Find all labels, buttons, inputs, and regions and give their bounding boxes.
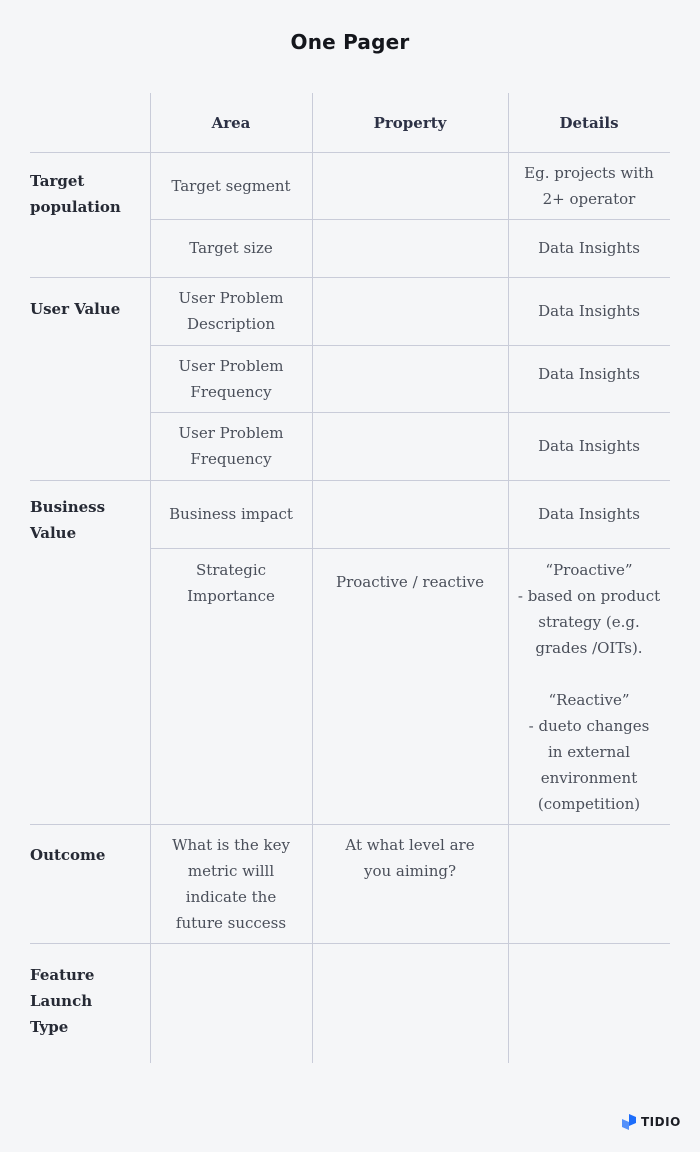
column-header-property: Property: [373, 113, 447, 132]
details-cell: Data Insights: [538, 239, 640, 257]
column-header-details: Details: [559, 113, 619, 132]
row-divider: [30, 824, 670, 825]
row-divider: [150, 548, 670, 549]
row-label-user-value: User Value: [30, 300, 121, 318]
property-cell: At what level are you aiming?: [345, 836, 475, 880]
brand-name: TIDIO: [641, 1115, 681, 1129]
row-label-target-population: Target population: [30, 172, 121, 216]
reactive-text: - dueto changes in external environment (competition): [528, 717, 650, 813]
area-cell: [150, 943, 312, 1063]
row-label-feature-launch-type: Feature Launch Type: [30, 966, 95, 1036]
row-label-business-value: Business Value: [30, 498, 106, 542]
details-cell-strategic: [512, 557, 666, 817]
column-header-area: Area: [211, 113, 251, 132]
reactive-title: “Reactive”: [548, 691, 630, 709]
area-cell: Target segment: [171, 176, 291, 195]
area-cell: User Problem Frequency: [178, 356, 284, 401]
area-cell: User Problem Frequency: [178, 424, 284, 468]
row-label-outcome: Outcome: [30, 846, 106, 864]
page-title: One Pager: [290, 30, 410, 54]
area-cell: Business impact: [169, 505, 293, 523]
details-cell: [508, 943, 670, 1063]
details-cell: Data Insights: [538, 364, 640, 383]
proactive-text: - based on product strategy (e.g. grades /OITs).: [517, 587, 661, 657]
details-cell: [508, 832, 670, 884]
details-cell: Data Insights: [538, 437, 640, 455]
area-cell: User Problem Description: [178, 289, 284, 333]
details-cell: Eg. projects with 2+ operator: [524, 163, 654, 208]
property-cell: [312, 943, 508, 1063]
property-cell: Proactive / reactive: [336, 573, 484, 591]
area-cell: Strategic Importance: [187, 561, 275, 605]
brand-logo: [620, 1113, 681, 1131]
proactive-title: “Proactive”: [545, 561, 633, 579]
tidio-logo-icon: [620, 1113, 638, 1131]
area-cell: Target size: [189, 239, 273, 257]
details-cell: Data Insights: [538, 302, 640, 320]
area-cell: What is the key metric willl indicate the future success: [172, 836, 290, 932]
details-cell: Data Insights: [538, 505, 640, 523]
